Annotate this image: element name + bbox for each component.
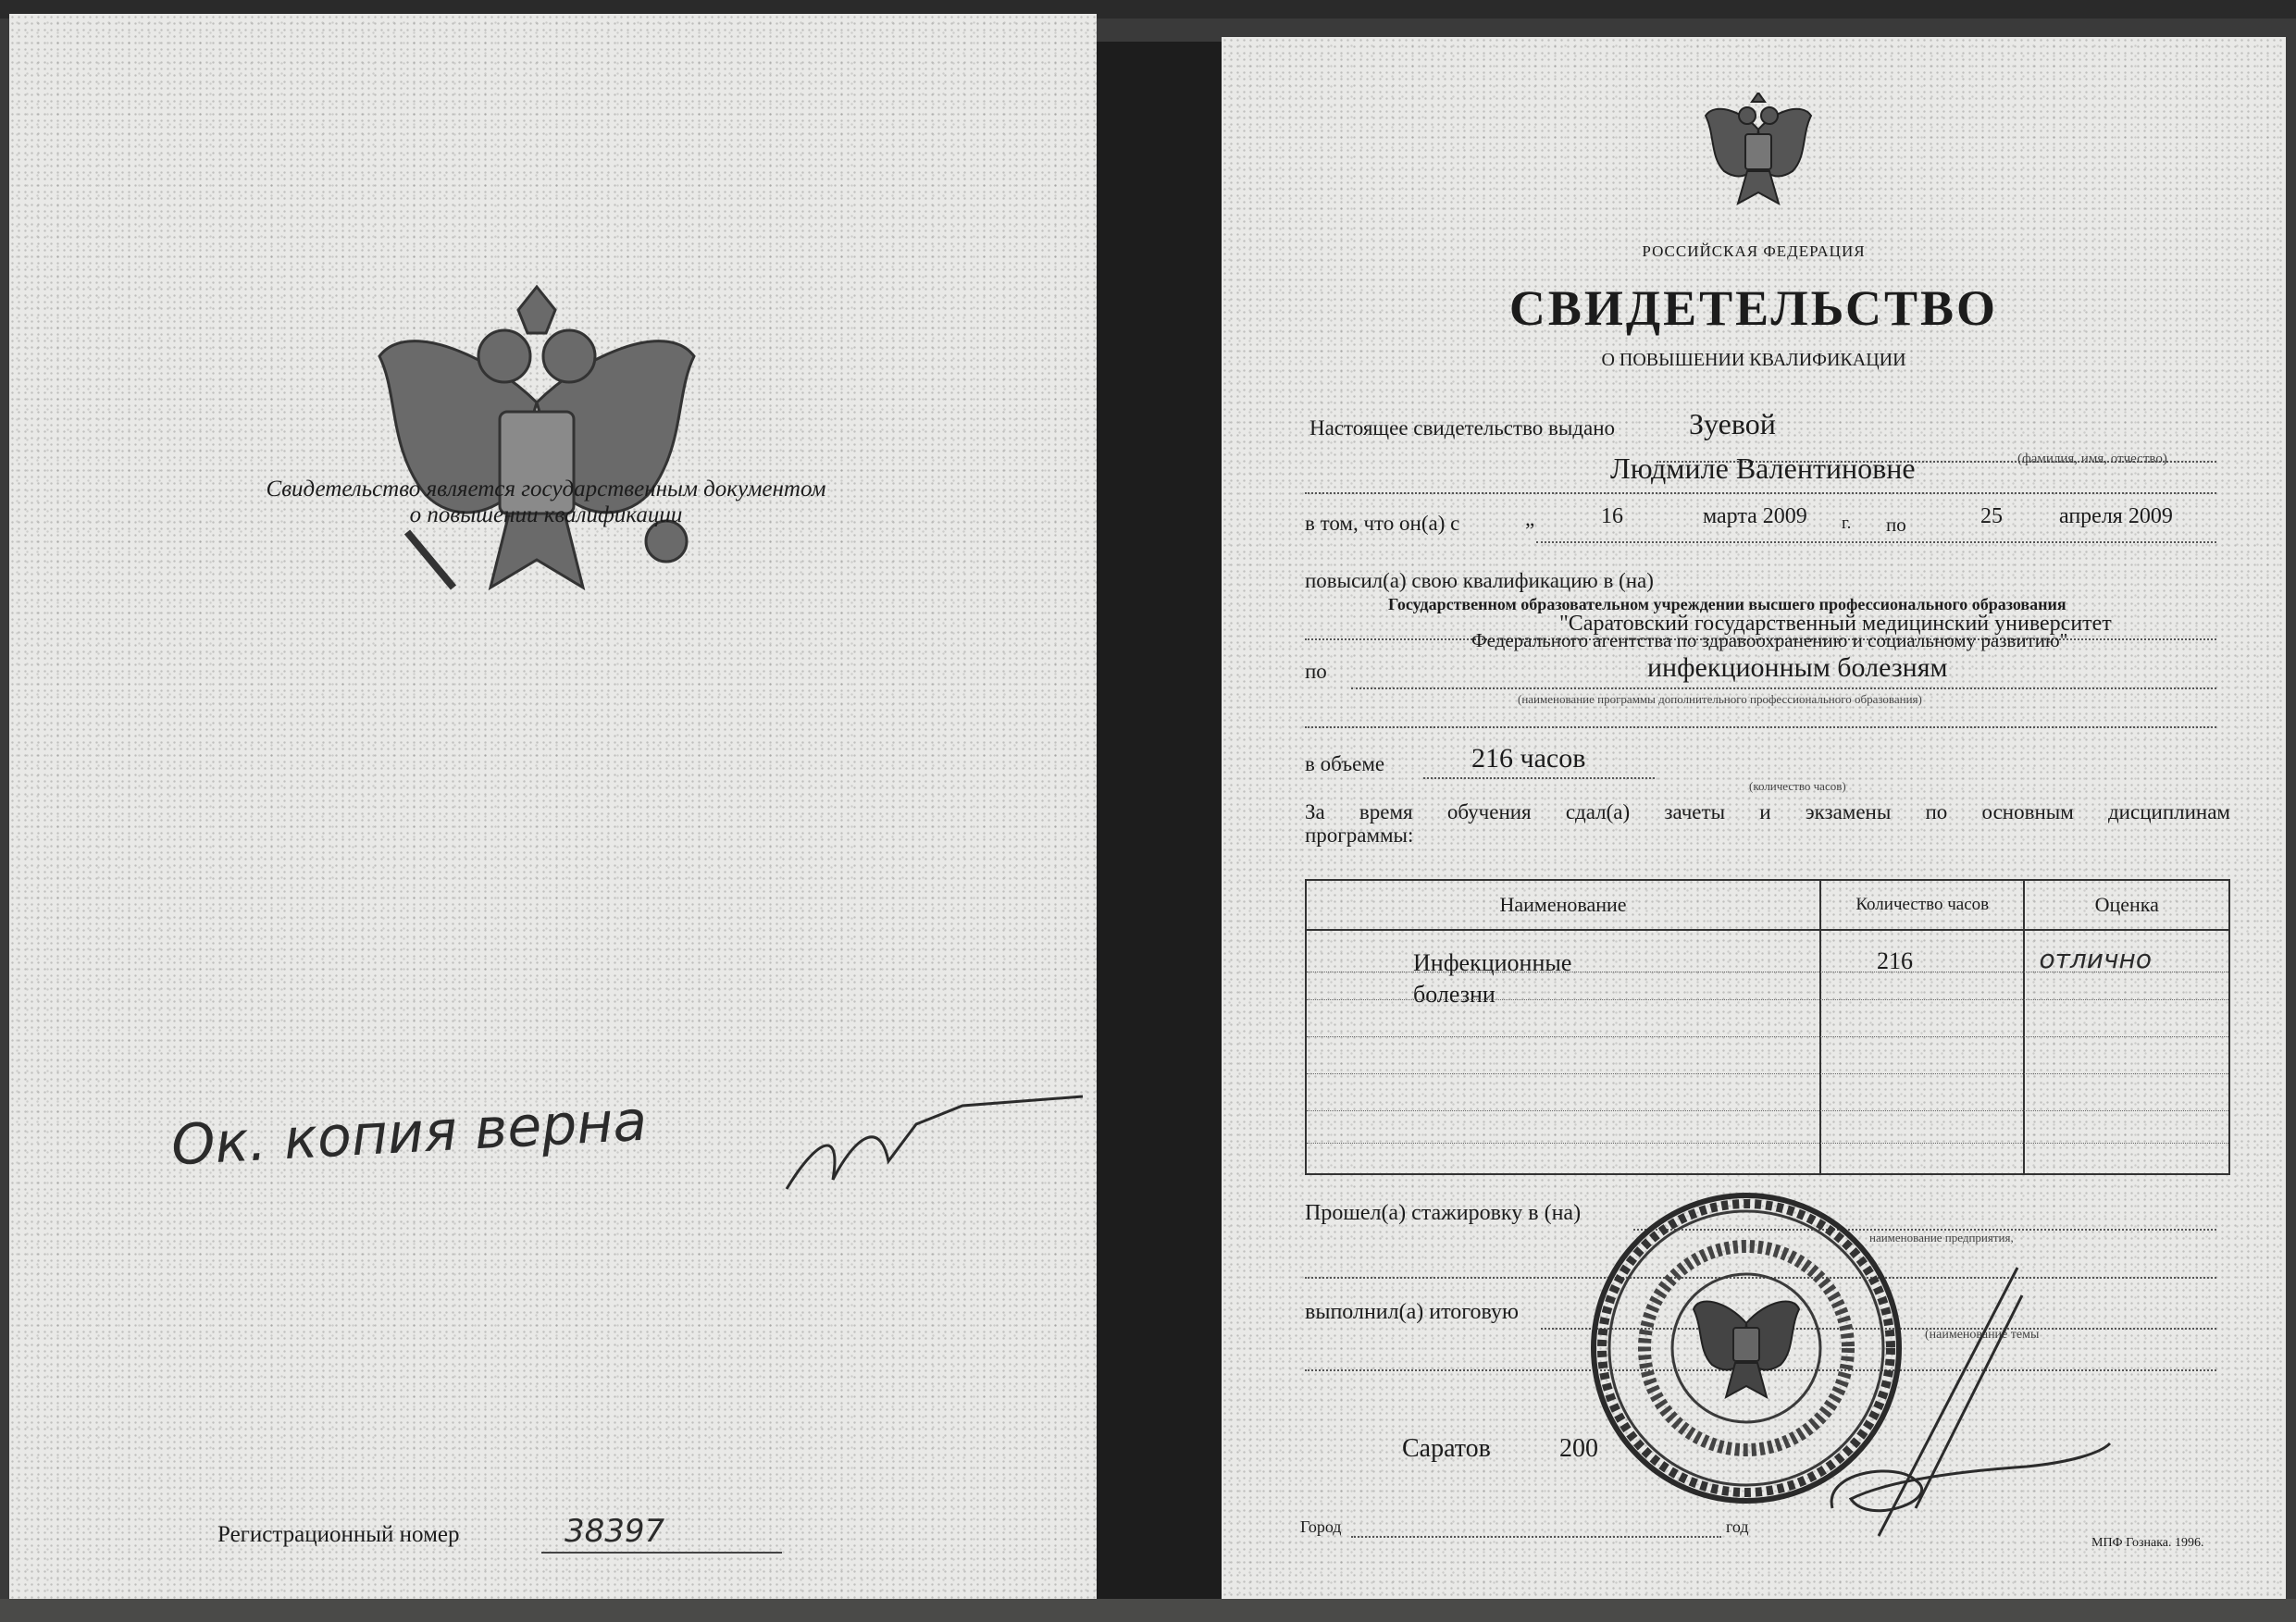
table-row	[1306, 930, 2229, 1174]
internship-caption: наименование предприятия,	[1869, 1231, 2014, 1244]
program-name: инфекционным болезням	[1647, 652, 1948, 683]
volume-label: в объеме	[1305, 752, 1385, 775]
table-header-grade: Оценка	[2024, 880, 2229, 930]
country-name: РОССИЙСКАЯ ФЕДЕРАЦИЯ	[1642, 242, 1866, 260]
table-cell-hours: 216	[1820, 930, 2024, 1174]
final-work-label: выполнил(а) итоговую	[1305, 1300, 1519, 1324]
signature-left	[777, 1087, 1092, 1207]
year-value: 200	[1559, 1434, 1598, 1463]
certificate-title: СВИДЕТЕЛЬСТВО	[1508, 280, 1999, 336]
document-spine	[1097, 42, 1222, 1605]
certificate-statement-line2: о повышении квалификации	[409, 502, 683, 527]
end-month-year: апреля 2009	[2059, 504, 2173, 528]
photo-background-bottom	[0, 1599, 2296, 1622]
exams-text-1: За время обучения сдал(а) зачеты и экзамены по основным дисциплинам	[1305, 800, 2230, 823]
city-value: Саратов	[1402, 1434, 1491, 1463]
table-header-name: Наименование	[1306, 880, 1820, 930]
certificate-left-page	[9, 14, 1097, 1605]
start-month-year: марта 2009	[1703, 504, 1807, 528]
period-label: в том, что он(а) с	[1305, 512, 1460, 535]
program-caption: (наименование программы дополнительного профессионального образования)	[1518, 692, 1922, 706]
coat-of-arms-small-icon	[1701, 93, 1817, 222]
period-to-label: по	[1886, 514, 1906, 536]
grades-table	[1305, 879, 2230, 1175]
start-day: 16	[1601, 504, 1623, 528]
institution-line1: Государственном образовательном учреждении высшего профессионального образования	[1388, 595, 2066, 613]
recipient-surname: Зуевой	[1689, 407, 1776, 440]
program-prefix: по	[1305, 660, 1327, 683]
signature-right	[1814, 1258, 2119, 1545]
registration-number-label: Регистрационный номер	[217, 1522, 460, 1547]
recipient-given-names: Людмиле Валентиновне	[1610, 452, 1916, 485]
period-g-label: г.	[1842, 514, 1852, 533]
table-cell-subject-line1: Инфекционные	[1413, 949, 1572, 976]
exams-text-2: программы:	[1305, 823, 1414, 847]
registration-number-value: 38397	[565, 1513, 665, 1550]
city-label: Город	[1300, 1517, 1342, 1536]
table-cell-grade: отлично	[2024, 930, 2229, 1174]
certificate-statement-line1: Свидетельство является государственным документом	[266, 477, 826, 501]
improved-label: повысил(а) свою квалификацию в (на)	[1305, 569, 1654, 592]
volume-value: 216 часов	[1471, 743, 1586, 774]
end-day: 25	[1980, 504, 2003, 528]
year-label: год	[1726, 1517, 1749, 1536]
volume-caption: (количество часов)	[1749, 779, 1846, 793]
final-work-caption: (наименование темы	[1925, 1328, 2040, 1342]
table-header-hours: Количество часов	[1820, 880, 2024, 930]
institution-line2: "Саратовский государственный медицинский университет	[1559, 612, 2112, 636]
table-cell-subject-line2: болезни	[1413, 981, 1496, 1008]
certificate-subtitle: О ПОВЫШЕНИИ КВАЛИФИКАЦИИ	[1601, 350, 1906, 370]
handwritten-certified-copy-note: Ок. копия верна	[169, 1088, 649, 1179]
internship-label: Прошел(а) стажировку в (на)	[1305, 1201, 1582, 1225]
printer-mark: МПФ Гознака. 1996.	[2091, 1536, 2204, 1550]
coat-of-arms-emblem-icon	[352, 282, 722, 652]
institution-line3: Федерального агентства по здравоохранению и социальному развитию"	[1471, 629, 2068, 651]
certificate-right-page	[1222, 37, 2286, 1601]
name-caption: (фамилия, имя, отчество)	[2017, 452, 2167, 466]
issued-to-label: Настоящее свидетельство выдано	[1309, 416, 1616, 440]
period-quote: „	[1525, 507, 1535, 530]
